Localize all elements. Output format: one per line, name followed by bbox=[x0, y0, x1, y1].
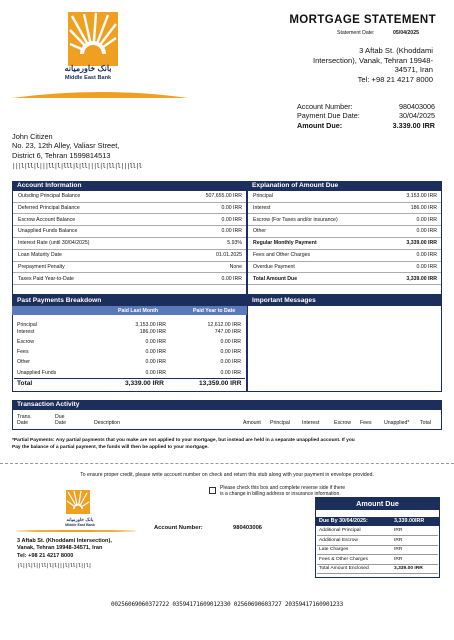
account-info-value: 0.00 IRR bbox=[221, 275, 242, 282]
past-payment-label: Escrow bbox=[17, 339, 35, 345]
amount-due-value: 0.00 IRR bbox=[416, 252, 437, 258]
stub-row-value: IRR bbox=[394, 556, 403, 562]
partial-payment-note bbox=[12, 437, 442, 451]
past-total-last: 3,339.00 IRR bbox=[125, 380, 164, 387]
account-info-value: 0.00 IRR bbox=[221, 204, 242, 211]
account-summary bbox=[297, 102, 435, 130]
statement-title: MORTGAGE STATEMENT bbox=[289, 14, 436, 26]
stub-row-label: Late Charges bbox=[319, 547, 349, 553]
due-date-label: Payment Due Date: bbox=[297, 111, 360, 121]
due-date: 30/04/2025 bbox=[399, 111, 435, 121]
amount-due-label: Escrow (For Taxes and/or insurance) bbox=[253, 216, 338, 223]
past-payment-label: Fees bbox=[17, 349, 29, 355]
col-due-date bbox=[55, 414, 66, 426]
checkbox-line2: is a change in billing address or insurance information. bbox=[220, 491, 341, 498]
customer-address-line1: No. 23, 12th Alley, Valiasr Street, bbox=[12, 141, 120, 151]
account-info-row bbox=[13, 215, 246, 227]
stub-instruction: To ensure proper credit, please write account number on check and return this stub along with your payment in envelope provided. bbox=[80, 472, 374, 478]
col-trans-date-line1: Trans. bbox=[17, 414, 32, 420]
account-info-value: 01.01.2025 bbox=[216, 252, 242, 258]
account-info-label: Deferred Principal Balance bbox=[18, 204, 80, 211]
amount-due-explanation-title: Explanation of Amount Due bbox=[247, 181, 442, 191]
col-trans-date-line2: Date bbox=[17, 420, 28, 426]
past-payment-last: 0.00 IRR bbox=[145, 359, 166, 365]
stub-bank-name-fa: بانک خاورمیانه bbox=[66, 517, 94, 522]
col-paid-last-month: Paid Last Month bbox=[118, 307, 159, 314]
stub-row-line bbox=[317, 573, 438, 574]
col-due-date-line2: Date bbox=[55, 420, 66, 426]
past-payment-last: 0.00 IRR bbox=[145, 339, 166, 345]
col-description: Description bbox=[94, 420, 120, 426]
bank-address-line3: 34571, Iran bbox=[394, 65, 433, 75]
account-info-label: Escrow Account Balance bbox=[18, 216, 76, 223]
stub-row-value: IRR bbox=[394, 547, 403, 553]
account-info-row bbox=[13, 226, 246, 238]
stub-due-by-value: 3,339.00IRR bbox=[394, 518, 425, 524]
amount-due-value: 0.00 IRR bbox=[416, 263, 437, 270]
stub-logo bbox=[50, 490, 110, 534]
bank-name-en: Middle East Bank bbox=[64, 75, 112, 81]
amount-due-value: 186.00 IRR bbox=[410, 204, 437, 211]
amount-due-row bbox=[248, 203, 441, 215]
stub-bank-name-en: Middle East Bank bbox=[65, 523, 95, 527]
account-info-label: Unapplied Funds Balance bbox=[18, 228, 78, 235]
customer-address bbox=[12, 132, 119, 160]
col-fees: Fees bbox=[360, 420, 372, 426]
past-payment-ytd: 0.00 IRR bbox=[220, 359, 241, 365]
stub-amount-due-title: Amount Due bbox=[315, 497, 440, 510]
amount-due-row bbox=[248, 238, 441, 250]
amount-due-label: Interest bbox=[253, 204, 271, 211]
past-total-line bbox=[14, 378, 245, 379]
account-info-value: None bbox=[229, 263, 242, 270]
micr-line: 00256069060372722 03594171609012330 02560690603727 20359417160901233 bbox=[110, 601, 344, 608]
amount-due-value: 3,153.00 IRR bbox=[406, 193, 437, 199]
account-info-row bbox=[13, 191, 246, 203]
stub-row-value: IRR bbox=[394, 528, 403, 533]
amount-due-value: 3,339.00 IRR bbox=[406, 240, 437, 247]
account-info-value: 0.00 IRR bbox=[221, 228, 242, 235]
past-payment-ytd: 12,612.00 IRR bbox=[207, 322, 241, 328]
past-payment-ytd: 0.00 IRR bbox=[220, 370, 241, 376]
past-payment-last: 3,153.00 IRR bbox=[135, 322, 166, 328]
account-info-value: 5.93% bbox=[227, 240, 242, 247]
col-unapplied: Unapplied* bbox=[384, 420, 410, 426]
statement-date-label: Statement Date: bbox=[337, 30, 375, 36]
transaction-activity-title: Transaction Activity bbox=[12, 400, 442, 410]
stub-tel: Tel: +98 21 4217 8000 bbox=[17, 552, 74, 559]
past-payment-label: Unapplied Funds bbox=[17, 370, 57, 376]
past-payment-last: 0.00 IRR bbox=[145, 349, 166, 355]
important-messages-title: Important Messages bbox=[247, 296, 442, 306]
account-info-row bbox=[13, 262, 246, 274]
amount-due-value: 3,339.00 IRR bbox=[406, 275, 437, 282]
amount-due-label: Principal bbox=[253, 193, 273, 199]
col-amount: Amount bbox=[243, 420, 261, 426]
customer-barcode: |||l|ll|l|||ll|l|lll|l|ll|||l|l|ll|l|||ll|l bbox=[12, 163, 142, 170]
account-info-label: Loan Maturity Date bbox=[18, 252, 62, 258]
past-total-label: Total bbox=[17, 380, 33, 387]
account-info-label: Outsding Principal Balance bbox=[18, 193, 81, 199]
amount-due-label: Other bbox=[253, 228, 266, 235]
bank-name-fa: بانک خاورمیانه bbox=[64, 64, 112, 73]
bank-address-line1: 3 Aftab St. (Khoddami bbox=[359, 46, 433, 55]
bank-tel: Tel: +98 21 4217 8000 bbox=[357, 74, 433, 84]
statement-date: 05/04/2025 bbox=[393, 30, 419, 36]
past-payment-ytd: 0.00 IRR bbox=[220, 339, 241, 345]
sun-logo-small-icon bbox=[50, 490, 110, 534]
sun-logo-icon bbox=[12, 8, 192, 100]
amount-due-label: Regular Monthly Payment bbox=[253, 240, 317, 247]
col-paid-ytd: Paid Year to Date bbox=[193, 307, 236, 314]
partial-note-line1: *Partial Payments: Any partial payments that you make are not applied to your mortgage, but instead are held in a separate unapplied account. If you bbox=[12, 438, 355, 443]
amount-due-label: Amount Due: bbox=[297, 120, 343, 130]
customer-address-line2: District 6, Tehran 1599814513 bbox=[12, 150, 111, 160]
account-number: 980403006 bbox=[399, 102, 435, 111]
past-payment-ytd: 0.00 IRR bbox=[220, 349, 241, 355]
col-escrow: Escrow bbox=[334, 420, 352, 426]
past-payments-title: Past Payments Breakdown bbox=[12, 296, 247, 306]
amount-due-row bbox=[248, 226, 441, 238]
stub-account-number-label: Account Number: bbox=[154, 525, 203, 531]
amount-due-label: Total Amount Due bbox=[253, 275, 298, 282]
col-principal: Principal bbox=[270, 420, 290, 426]
checkbox-instruction bbox=[220, 485, 345, 498]
bank-logo bbox=[12, 8, 192, 100]
account-info-value: 0.00 IRR bbox=[221, 216, 242, 223]
col-total: Total bbox=[420, 420, 431, 426]
important-messages-box bbox=[247, 295, 442, 392]
account-info-row bbox=[13, 250, 246, 262]
customer-name: John Citizen bbox=[12, 132, 53, 141]
stub-row-value: IRR bbox=[394, 537, 403, 543]
amount-due-value: 0.00 IRR bbox=[416, 228, 437, 235]
stub-due-by-label: Due By 30/04/2025: bbox=[319, 518, 368, 524]
amount-due-label: Overdue Payment bbox=[253, 263, 295, 270]
past-total-ytd: 13,359.00 IRR bbox=[199, 380, 242, 387]
stub-row-label: Total Amount Enclosed bbox=[319, 566, 369, 572]
stub-barcode: |l||l|l||ll|l|l|||l|ll|l||l| bbox=[17, 563, 92, 569]
stub-address-line2: Vanak, Tehran 19948-34571, Iran bbox=[17, 545, 103, 552]
amount-due-row bbox=[248, 191, 441, 203]
col-trans-date bbox=[17, 414, 32, 426]
checkbox-line1: Please check this box and complete reverse side if there bbox=[220, 485, 346, 491]
amount-due-row bbox=[248, 215, 441, 227]
stub-row-value: 3,339.00 IRR bbox=[394, 566, 423, 572]
amount-due-row bbox=[248, 274, 441, 286]
stub-row-label: Fees & Other Charges bbox=[319, 556, 368, 562]
account-info-row bbox=[13, 238, 246, 250]
past-payment-label: Principal bbox=[17, 322, 37, 328]
account-information-title: Account Information bbox=[12, 181, 247, 191]
amount-due-row bbox=[248, 250, 441, 262]
account-number-label: Account Number: bbox=[297, 102, 353, 111]
col-interest: Interest bbox=[302, 420, 320, 426]
stub-account-number: 980403006 bbox=[233, 525, 263, 531]
past-payment-last: 186.00 IRR bbox=[139, 329, 166, 335]
past-payment-label: Interest bbox=[17, 329, 35, 335]
stub-logo-swoosh bbox=[16, 530, 136, 532]
amount-due: 3.339.00 IRR bbox=[392, 120, 435, 130]
account-info-value: 507,655.00 IRR bbox=[205, 193, 242, 199]
amount-due-value: 0.00 IRR bbox=[416, 216, 437, 223]
address-change-checkbox[interactable] bbox=[209, 487, 216, 494]
amount-due-label: Fees and Other Charges bbox=[253, 252, 311, 258]
account-info-label: Prepayment Penalty bbox=[18, 263, 65, 270]
stub-cut-line bbox=[0, 463, 454, 464]
partial-note-line2: Pay the balance of a partial payment, the funds will then be applied to your mortgage. bbox=[12, 445, 209, 450]
stub-address-line1: 3 Aftab St. (Khoddami Intersection), bbox=[17, 538, 112, 544]
stub-row-label: Additional Principal bbox=[319, 528, 361, 533]
account-info-label: Taxes Paid Year-to-Date bbox=[18, 275, 74, 282]
bank-address-line2: Intersection), Vanak, Tehran 19948- bbox=[312, 55, 433, 65]
past-payment-last: 0.00 IRR bbox=[145, 370, 166, 376]
account-info-row bbox=[13, 274, 246, 286]
stub-bank-address bbox=[17, 538, 112, 560]
amount-due-row bbox=[248, 262, 441, 274]
account-info-row bbox=[13, 203, 246, 215]
stub-row-label: Additional Escrow bbox=[319, 537, 358, 543]
past-payment-label: Other bbox=[17, 359, 30, 365]
account-info-label: Interest Rate (until 30/04/2025) bbox=[18, 240, 90, 247]
bank-address bbox=[313, 46, 433, 84]
past-payment-ytd: 747.00 IRR bbox=[214, 329, 241, 335]
col-due-date-line1: Due bbox=[55, 414, 65, 420]
